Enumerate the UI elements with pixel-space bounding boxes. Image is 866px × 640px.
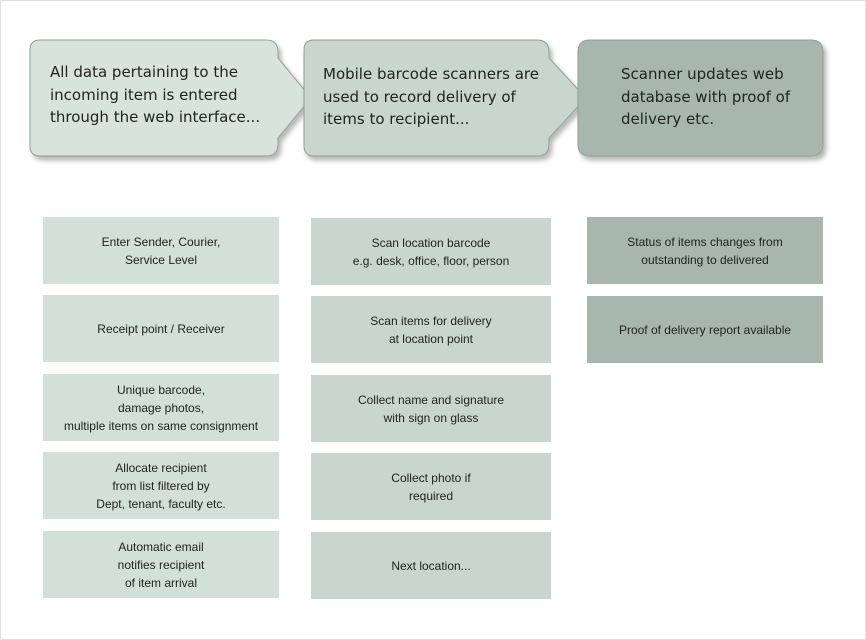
web-step-automatic-email: Automatic email notifies recipient of item arrival <box>43 531 279 598</box>
web-step-unique-barcode: Unique barcode, damage photos, multiple items on same consignment <box>43 374 279 441</box>
update-step-proof-report: Proof of delivery report available <box>587 296 823 363</box>
step-2-text: Mobile barcode scanners are used to record delivery of items to recipient... <box>323 65 539 128</box>
scan-step-collect-signature: Collect name and signature with sign on glass <box>311 375 551 442</box>
web-step-allocate-recipient: Allocate recipient from list filtered by Dept, tenant, faculty etc. <box>43 452 279 519</box>
update-step-status: Status of items changes from outstanding to delivered <box>587 217 823 284</box>
step-1-text: All data pertaining to the incoming item is entered through the web interface... <box>50 63 261 126</box>
scan-step-next-location: Next location... <box>311 532 551 599</box>
scan-step-location-barcode: Scan location barcode e.g. desk, office, floor, person <box>311 218 551 285</box>
scan-step-items: Scan items for delivery at location point <box>311 296 551 363</box>
step-3-text: Scanner updates web database with proof of delivery etc. <box>621 65 791 128</box>
web-step-enter-sender: Enter Sender, Courier, Service Level <box>43 217 279 284</box>
scan-step-collect-photo: Collect photo if required <box>311 453 551 520</box>
web-step-receipt-point: Receipt point / Receiver <box>43 295 279 362</box>
